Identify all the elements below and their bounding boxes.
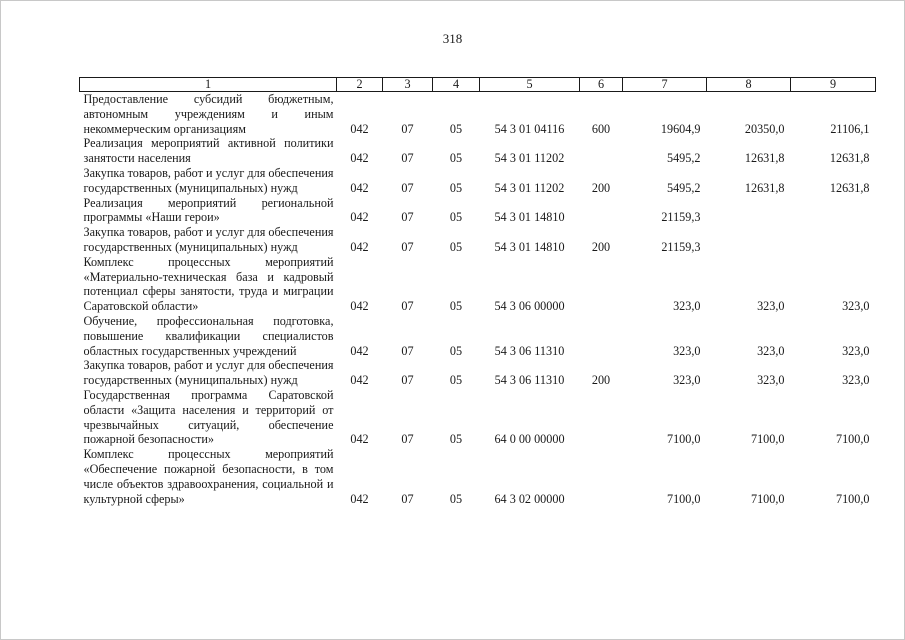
amount-col8: 7100,0 bbox=[750, 491, 785, 506]
target-code: 54 3 01 14810 bbox=[494, 239, 565, 254]
subsection-code: 05 bbox=[449, 432, 463, 447]
column-header-3: 3 bbox=[383, 78, 433, 92]
amount-col7: 323,0 bbox=[673, 299, 701, 314]
table-row bbox=[80, 166, 876, 196]
column-header-6: 6 bbox=[580, 78, 623, 92]
expense-type-code bbox=[580, 447, 623, 506]
amount-col7: 7100,0 bbox=[666, 432, 701, 447]
expense-type-code bbox=[580, 196, 623, 226]
expense-type-code: 600 bbox=[591, 121, 611, 136]
amount-col8 bbox=[707, 225, 791, 255]
amount-col9: 7100,0 bbox=[835, 491, 870, 506]
row-name: Государственная программа Саратовской области «Защита населения и территорий от чрезвычайных ситуаций, обеспечение пожарной безопасности» bbox=[83, 387, 334, 447]
subsection-code: 05 bbox=[449, 491, 463, 506]
amount-col7: 21159,3 bbox=[661, 239, 701, 254]
section-code: 07 bbox=[401, 180, 414, 195]
column-header-2: 2 bbox=[337, 78, 383, 92]
row-name: Закупка товаров, работ и услуг для обеспечения государственных (муниципальных) нужд bbox=[83, 358, 334, 388]
amount-col7: 19604,9 bbox=[660, 121, 701, 136]
row-name: Закупка товаров, работ и услуг для обеспечения государственных (муниципальных) нужд bbox=[83, 225, 334, 254]
row-name: Закупка товаров, работ и услуг для обеспечения государственных (муниципальных) нужд bbox=[83, 165, 334, 195]
target-code: 54 3 01 14810 bbox=[494, 210, 565, 225]
amount-col9: 323,0 bbox=[842, 299, 870, 314]
table-row bbox=[80, 196, 876, 226]
section-code: 07 bbox=[401, 299, 414, 314]
amount-col8: 323,0 bbox=[757, 299, 785, 314]
target-code: 64 3 02 00000 bbox=[494, 491, 565, 506]
row-name: Комплекс процессных мероприятий «Материально-техническая база и кадровый потенциал сферы занятости, труда и миграции Саратовской области» bbox=[83, 254, 334, 314]
row-name: Комплекс процессных мероприятий «Обеспечение пожарной безопасности, в том числе объектов здравоохранения, социальной и культурной сферы» bbox=[83, 447, 334, 506]
column-header-1: 1 bbox=[80, 78, 337, 92]
expense-type-code bbox=[580, 136, 623, 166]
row-name: Обучение, профессиональная подготовка, повышение квалификации специалистов областных государственных учреждений bbox=[83, 313, 334, 358]
table-row bbox=[80, 358, 876, 388]
amount-col7: 5495,2 bbox=[666, 151, 701, 166]
column-header-8: 8 bbox=[707, 78, 791, 92]
column-number-header bbox=[80, 78, 876, 92]
section-code: 07 bbox=[401, 210, 414, 225]
target-code: 64 0 00 00000 bbox=[494, 432, 565, 447]
amount-col9: 12631,8 bbox=[829, 151, 870, 166]
target-code: 54 3 06 11310 bbox=[494, 343, 565, 358]
page-number: 318 bbox=[442, 31, 463, 46]
subsection-code: 05 bbox=[449, 180, 463, 195]
section-code: 07 bbox=[401, 432, 414, 447]
target-code: 54 3 06 11310 bbox=[494, 373, 565, 388]
target-code: 54 3 01 11202 bbox=[494, 180, 565, 195]
section-code: 07 bbox=[401, 343, 414, 358]
amount-col9: 7100,0 bbox=[835, 432, 870, 447]
subsection-code: 05 bbox=[449, 343, 463, 358]
amount-col9: 323,0 bbox=[842, 373, 870, 388]
expense-type-code: 200 bbox=[591, 239, 611, 254]
amount-col8: 323,0 bbox=[757, 343, 785, 358]
row-name: Предоставление субсидий бюджетным, автономным учреждениям и иным некоммерческим организациям bbox=[83, 92, 334, 136]
table-row bbox=[80, 92, 876, 137]
section-code: 07 bbox=[401, 491, 414, 506]
table-row bbox=[80, 447, 876, 506]
table-row bbox=[80, 136, 876, 166]
amount-col9 bbox=[791, 196, 876, 226]
amount-col8: 20350,0 bbox=[744, 121, 785, 136]
column-header-4: 4 bbox=[433, 78, 480, 92]
ministry-code: 042 bbox=[350, 210, 369, 225]
amount-col7: 323,0 bbox=[673, 373, 701, 388]
row-name: Реализация мероприятий региональной программы «Наши герои» bbox=[83, 195, 334, 225]
ministry-code: 042 bbox=[350, 491, 369, 506]
table-row bbox=[80, 388, 876, 447]
amount-col7: 323,0 bbox=[673, 343, 701, 358]
expense-type-code: 200 bbox=[591, 180, 611, 195]
amount-col8: 12631,8 bbox=[744, 151, 785, 166]
expense-type-code bbox=[580, 255, 623, 314]
section-code: 07 bbox=[401, 121, 414, 136]
expense-type-code: 200 bbox=[591, 373, 611, 388]
ministry-code: 042 bbox=[350, 343, 369, 358]
amount-col8: 323,0 bbox=[757, 373, 785, 388]
ministry-code: 042 bbox=[350, 432, 369, 447]
table-row bbox=[80, 225, 876, 255]
amount-col7: 5495,2 bbox=[666, 180, 701, 195]
column-header-7: 7 bbox=[623, 78, 707, 92]
amount-col7: 7100,0 bbox=[666, 491, 701, 506]
amount-col9: 12631,8 bbox=[829, 180, 870, 195]
target-code: 54 3 06 00000 bbox=[494, 299, 565, 314]
ministry-code: 042 bbox=[350, 239, 369, 254]
amount-col9 bbox=[791, 225, 876, 255]
ministry-code: 042 bbox=[350, 299, 369, 314]
amount-col8 bbox=[707, 196, 791, 226]
ministry-code: 042 bbox=[350, 121, 369, 136]
table-row bbox=[80, 314, 876, 358]
expense-type-code bbox=[580, 388, 623, 447]
column-header-5: 5 bbox=[480, 78, 580, 92]
table-row bbox=[80, 255, 876, 314]
row-name: Реализация мероприятий активной политики занятости населения bbox=[83, 136, 334, 166]
ministry-code: 042 bbox=[350, 180, 369, 195]
section-code: 07 bbox=[401, 373, 414, 388]
section-code: 07 bbox=[401, 151, 414, 166]
ministry-code: 042 bbox=[350, 151, 369, 166]
amount-col7: 21159,3 bbox=[661, 210, 701, 225]
column-header-9: 9 bbox=[791, 78, 876, 92]
amount-col8: 7100,0 bbox=[750, 432, 785, 447]
section-code: 07 bbox=[401, 239, 414, 254]
amount-col9: 21106,1 bbox=[830, 121, 870, 136]
subsection-code: 05 bbox=[449, 373, 463, 388]
ministry-code: 042 bbox=[350, 373, 369, 388]
subsection-code: 05 bbox=[449, 239, 463, 254]
amount-col9: 323,0 bbox=[842, 343, 870, 358]
subsection-code: 05 bbox=[449, 299, 463, 314]
amount-col8: 12631,8 bbox=[744, 180, 785, 195]
target-code: 54 3 01 11202 bbox=[494, 151, 565, 166]
budget-table bbox=[79, 77, 876, 506]
subsection-code: 05 bbox=[449, 121, 463, 136]
subsection-code: 05 bbox=[449, 151, 463, 166]
expense-type-code bbox=[580, 314, 623, 358]
subsection-code: 05 bbox=[449, 210, 463, 225]
target-code: 54 3 01 04116 bbox=[494, 121, 565, 136]
